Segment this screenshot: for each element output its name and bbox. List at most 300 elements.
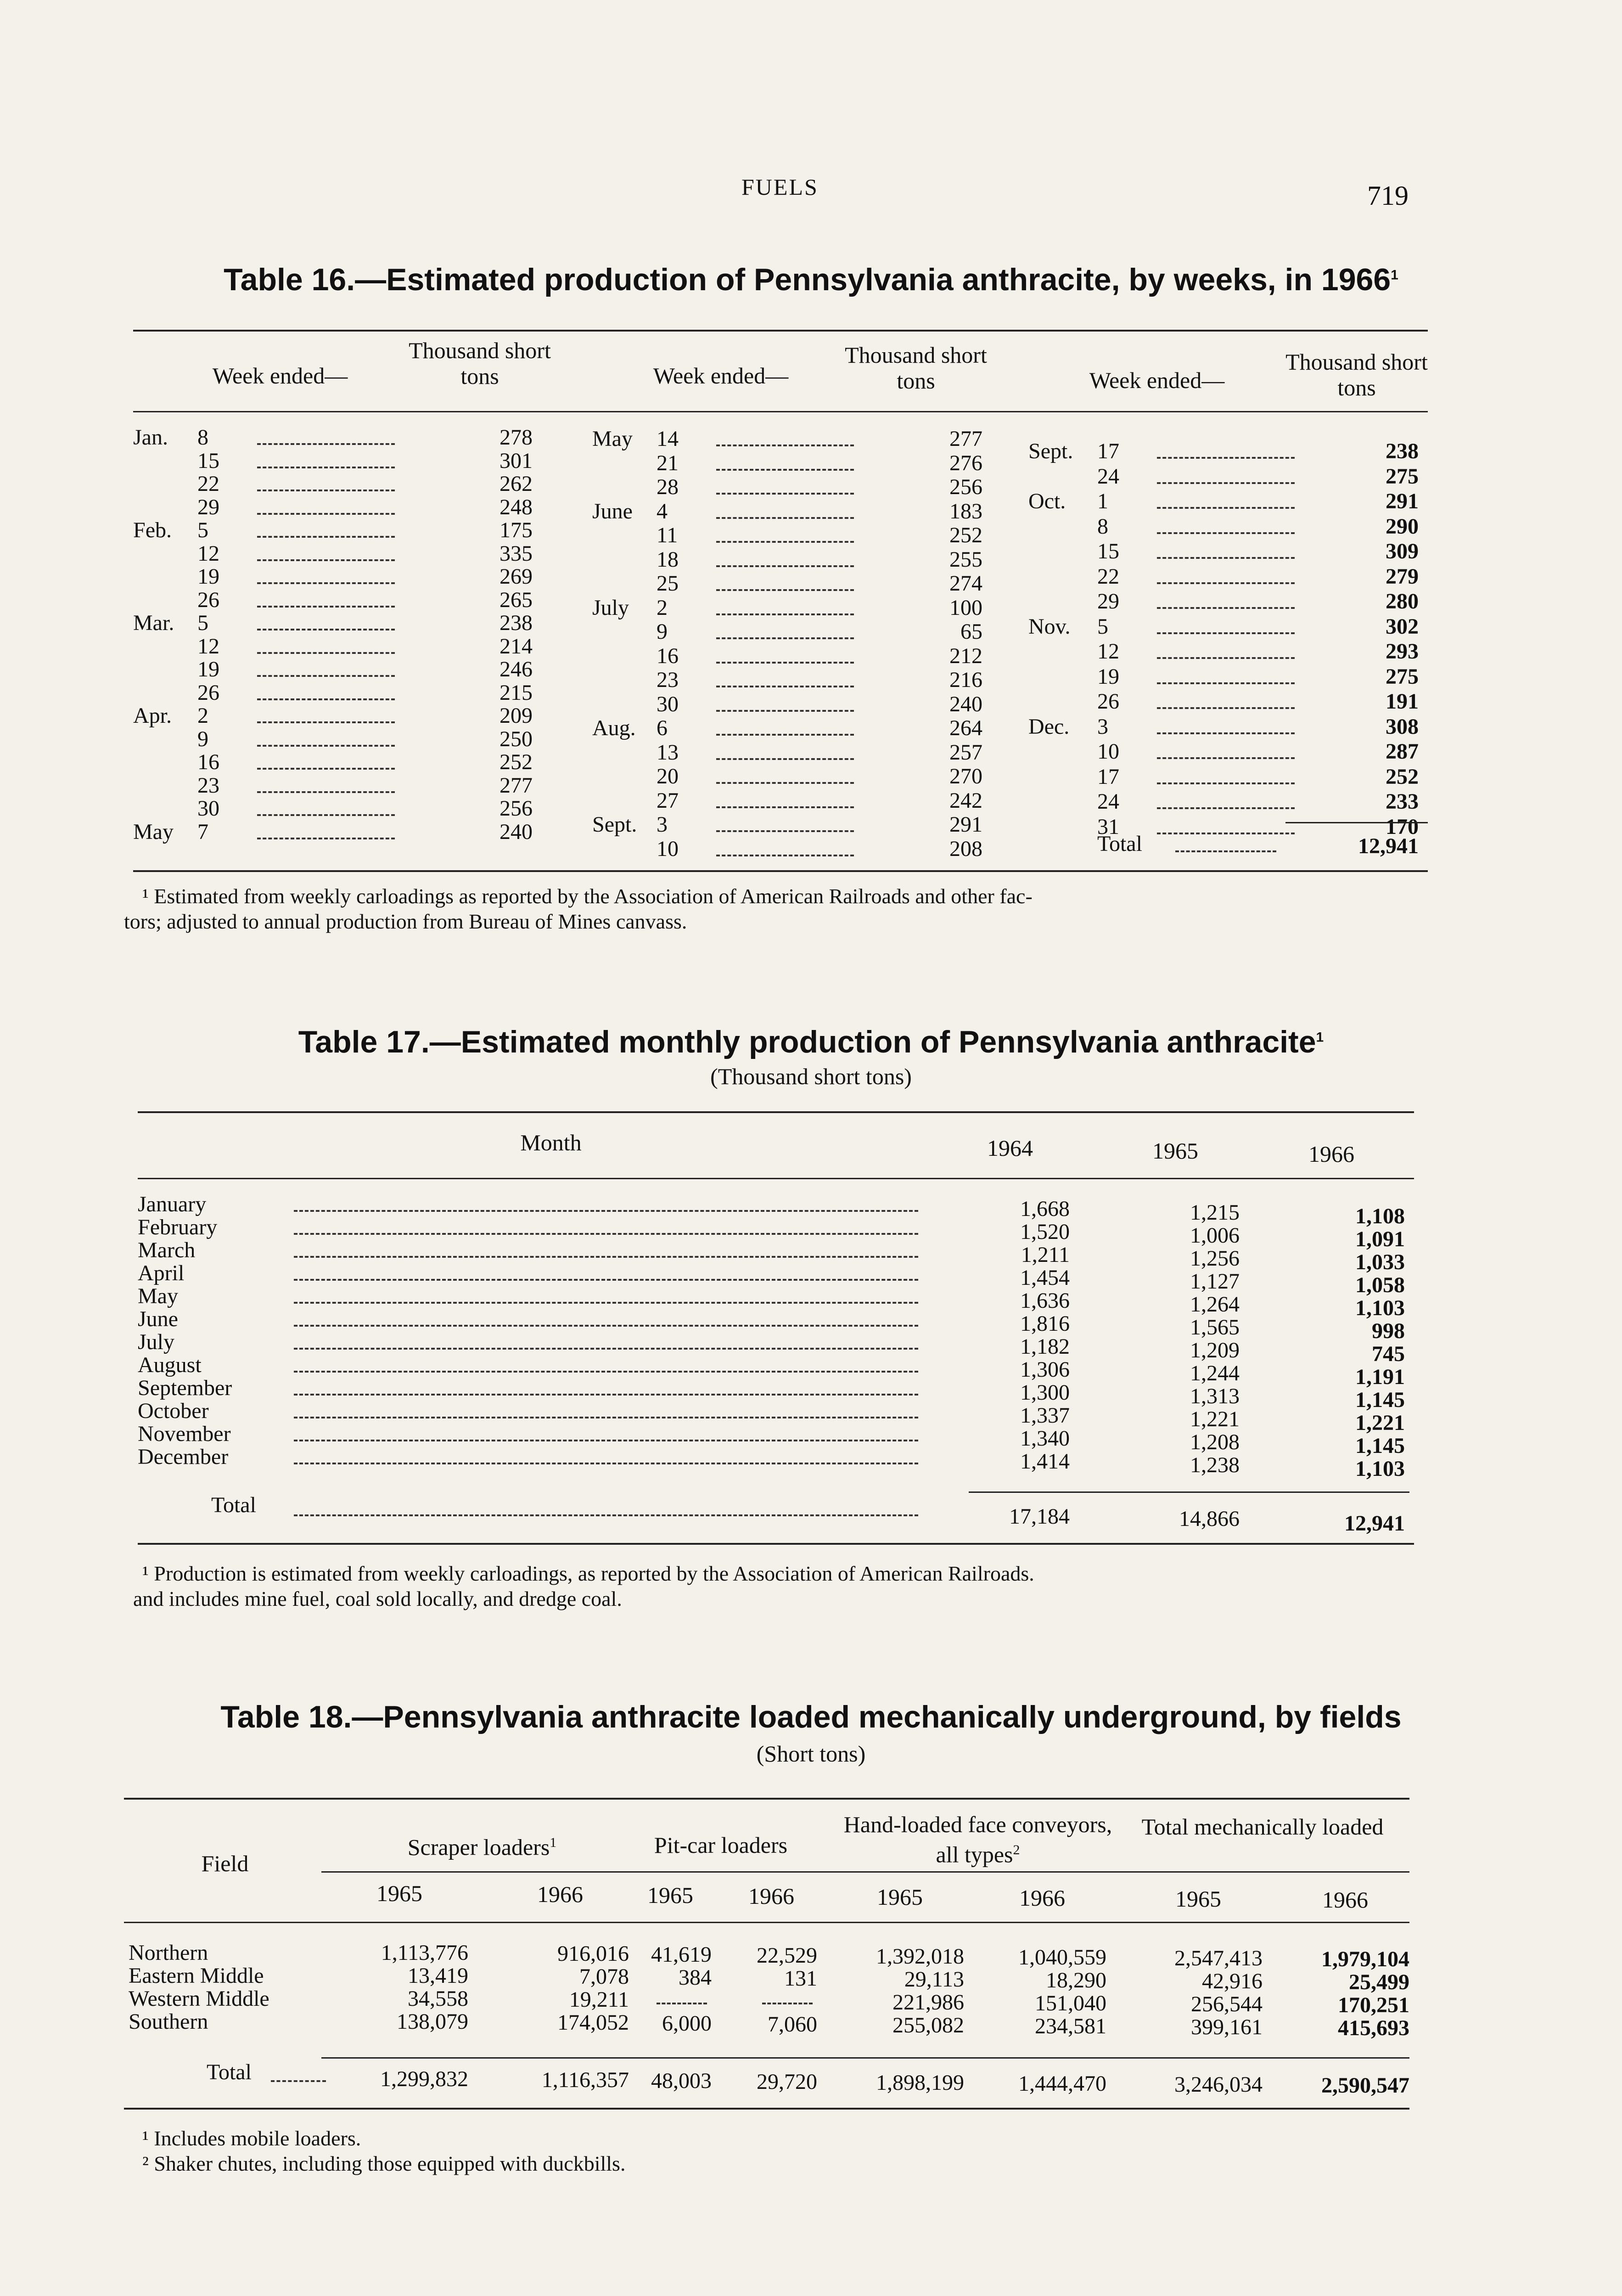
dot-leader — [257, 582, 395, 584]
week-day: 5 — [197, 611, 208, 635]
week-value: 276 — [949, 450, 982, 475]
field-value: 174,052 — [557, 2010, 629, 2035]
field-value: 221,986 — [892, 1990, 964, 2015]
week-day: 5 — [197, 518, 208, 542]
table17-footnote-1: ¹ Production is estimated from weekly carloadings, as reported by the Association of American Railroads. — [142, 1562, 1034, 1585]
field-value: 13,419 — [408, 1964, 468, 1988]
week-day: 14 — [657, 427, 679, 451]
field-label: Northern — [129, 1941, 208, 1965]
week-value: 287 — [1386, 739, 1419, 764]
week-value: 214 — [500, 634, 533, 658]
table17-total-rule — [969, 1491, 1409, 1493]
week-day: 26 — [197, 680, 219, 705]
dot-leader — [1157, 657, 1295, 659]
dot-leader — [1157, 807, 1295, 809]
week-day: 22 — [197, 472, 219, 496]
dot-leader — [294, 1325, 918, 1327]
week-day: 12 — [1097, 639, 1119, 664]
week-value: 208 — [949, 836, 982, 861]
week-month: May — [592, 427, 633, 451]
month-value-1965: 1,127 — [1190, 1269, 1240, 1294]
table16-col-week-3: Week ended— — [1089, 367, 1225, 393]
dot-leader — [257, 490, 395, 491]
week-day: 3 — [1097, 714, 1108, 739]
week-value: 238 — [1386, 439, 1419, 463]
week-day: 22 — [1097, 564, 1119, 589]
week-value: 215 — [500, 680, 533, 705]
month-value-1966: 1,145 — [1355, 1388, 1405, 1412]
dot-leader — [716, 445, 854, 446]
field-value: 29,113 — [904, 1967, 964, 1992]
dot-leader — [257, 838, 395, 839]
table17-subtitle: (Thousand short tons) — [710, 1064, 912, 1089]
week-day: 19 — [197, 564, 219, 589]
month-value-1964: 1,816 — [1020, 1311, 1070, 1336]
table18-top-rule — [124, 1798, 1409, 1800]
dot-leader — [716, 469, 854, 471]
dot-leader — [716, 855, 854, 856]
week-month: Nov. — [1028, 614, 1071, 639]
empty-cell-dash — [657, 2003, 707, 2004]
dot-leader — [716, 613, 854, 615]
week-value: 277 — [500, 773, 533, 798]
week-day: 18 — [657, 547, 679, 572]
month-label: April — [138, 1261, 185, 1285]
dot-leader — [257, 745, 395, 747]
week-value: 250 — [500, 726, 533, 751]
year-header: 1965 — [1175, 1886, 1221, 1912]
table17-total-1964: 17,184 — [1009, 1504, 1070, 1529]
table16-footnote-2: tors; adjusted to annual production from Bureau of Mines canvass. — [124, 910, 687, 933]
week-value: 291 — [949, 812, 982, 837]
field-value: 916,016 — [557, 1941, 629, 1966]
month-value-1964: 1,636 — [1020, 1289, 1070, 1313]
week-day: 8 — [197, 425, 208, 450]
dot-leader — [716, 565, 854, 567]
week-month: Dec. — [1028, 714, 1070, 739]
field-value: 384 — [679, 1965, 712, 1990]
dot-leader — [716, 517, 854, 519]
total-value: 1,299,832 — [380, 2067, 468, 2091]
week-value: 262 — [500, 472, 533, 496]
week-day: 7 — [197, 819, 208, 844]
month-value-1966: 745 — [1372, 1342, 1405, 1366]
week-day: 4 — [657, 499, 668, 523]
week-value: 290 — [1386, 514, 1419, 539]
week-value: 291 — [1386, 489, 1419, 513]
month-value-1965: 1,006 — [1190, 1223, 1240, 1248]
week-value: 270 — [949, 764, 982, 788]
month-label: October — [138, 1399, 209, 1423]
week-day: 5 — [1097, 614, 1108, 639]
table18-total-label: Total — [207, 2060, 252, 2084]
field-value: 2,547,413 — [1174, 1946, 1263, 1970]
month-value-1966: 1,191 — [1355, 1365, 1405, 1389]
table18-footnote-2: ² Shaker chutes, including those equipped with duckbills. — [142, 2152, 626, 2175]
week-value: 216 — [949, 668, 982, 692]
month-value-1964: 1,340 — [1020, 1426, 1070, 1451]
week-value: 257 — [949, 740, 982, 765]
field-value: 7,060 — [768, 2012, 817, 2037]
week-month: July — [592, 595, 629, 620]
week-value: 274 — [949, 571, 982, 596]
field-value: 399,161 — [1191, 2015, 1263, 2039]
dot-leader — [716, 686, 854, 687]
table18-total-leader — [271, 2080, 326, 2082]
table17-total-1965: 14,866 — [1179, 1507, 1240, 1531]
dot-leader — [1157, 757, 1295, 759]
week-value: 256 — [949, 475, 982, 499]
dot-leader — [257, 652, 395, 654]
week-day: 19 — [1097, 664, 1119, 689]
dot-leader — [716, 830, 854, 832]
field-value: 22,529 — [757, 1943, 817, 1968]
field-value: 151,040 — [1035, 1991, 1106, 2015]
total-value: 1,444,470 — [1018, 2071, 1106, 2096]
week-day: 27 — [657, 788, 679, 813]
field-value: 255,082 — [892, 2013, 964, 2037]
table16-total-leader — [1175, 850, 1276, 852]
dot-leader — [1157, 557, 1295, 559]
week-day: 23 — [657, 668, 679, 692]
table16-col-week-1: Week ended— — [212, 363, 348, 388]
week-day: 2 — [197, 703, 208, 728]
dot-leader — [294, 1256, 918, 1258]
week-day: 16 — [657, 643, 679, 668]
table16-bottom-rule — [133, 870, 1428, 872]
dot-leader — [716, 637, 854, 639]
field-label: Western Middle — [129, 1986, 269, 2011]
dot-leader — [1157, 782, 1295, 784]
week-day: 9 — [197, 726, 208, 751]
month-value-1964: 1,182 — [1020, 1334, 1070, 1359]
field-value: 19,211 — [569, 1987, 629, 2012]
dot-leader — [294, 1463, 918, 1464]
week-value: 275 — [1386, 664, 1419, 689]
dot-leader — [257, 814, 395, 816]
table17-footnote-2: and includes mine fuel, coal sold locally, and dredge coal. — [133, 1587, 622, 1610]
month-value-1965: 1,264 — [1190, 1292, 1240, 1317]
week-value: 238 — [500, 611, 533, 635]
year-header: 1966 — [537, 1881, 583, 1907]
dot-leader — [716, 782, 854, 784]
week-day: 30 — [197, 796, 219, 821]
field-value: 415,693 — [1338, 2016, 1409, 2040]
total-value: 3,246,034 — [1174, 2072, 1263, 2097]
month-value-1966: 1,103 — [1355, 1457, 1405, 1481]
month-value-1966: 1,091 — [1355, 1227, 1405, 1251]
dot-leader — [294, 1417, 918, 1418]
table16-col-value-1: Thousand short tons — [409, 338, 551, 389]
dot-leader — [257, 721, 395, 723]
week-day: 25 — [657, 571, 679, 596]
year-header: 1966 — [1019, 1885, 1065, 1911]
dot-leader — [1157, 507, 1295, 509]
table18-total-rule — [321, 2057, 1409, 2059]
month-value-1966: 1,058 — [1355, 1273, 1405, 1297]
month-label: March — [138, 1238, 196, 1262]
week-value: 256 — [500, 796, 533, 821]
week-day: 10 — [1097, 739, 1119, 764]
month-value-1964: 1,300 — [1020, 1380, 1070, 1405]
dot-leader — [1157, 707, 1295, 709]
month-label: July — [138, 1330, 175, 1354]
dot-leader — [716, 758, 854, 760]
week-day: 29 — [197, 495, 219, 519]
table18-group-rule — [321, 1871, 1409, 1873]
month-value-1964: 1,306 — [1020, 1357, 1070, 1382]
week-value: 248 — [500, 495, 533, 519]
week-month: Aug. — [592, 716, 636, 740]
table17-total-leader — [294, 1514, 918, 1516]
total-value: 29,720 — [757, 2070, 817, 2094]
week-day: 31 — [1097, 814, 1119, 839]
table16-col-value-2: Thousand short tons — [845, 342, 987, 394]
dot-leader — [1157, 833, 1295, 834]
month-value-1965: 1,221 — [1190, 1407, 1240, 1431]
week-value: 183 — [949, 499, 982, 523]
month-value-1965: 1,209 — [1190, 1338, 1240, 1362]
table17-col-1966: 1966 — [1308, 1141, 1354, 1167]
field-value: 1,979,104 — [1321, 1947, 1409, 1971]
field-value: 25,499 — [1349, 1970, 1409, 1994]
table16-total-rule — [1285, 822, 1428, 823]
week-value: 277 — [949, 427, 982, 451]
year-header: 1965 — [647, 1882, 693, 1908]
dot-leader — [294, 1233, 918, 1235]
dot-leader — [257, 675, 395, 677]
week-value: 170 — [1386, 814, 1419, 839]
week-month: Sept. — [592, 812, 637, 837]
week-value: 309 — [1386, 539, 1419, 563]
table17-col-1965: 1965 — [1152, 1138, 1198, 1164]
table16-total-label: Total — [1097, 832, 1142, 856]
week-day: 26 — [1097, 689, 1119, 714]
week-day: 8 — [1097, 514, 1108, 539]
field-value: 131 — [784, 1966, 817, 1991]
field-value: 7,078 — [579, 1964, 629, 1989]
week-day: 12 — [197, 634, 219, 658]
dot-leader — [294, 1371, 918, 1373]
dot-leader — [1157, 482, 1295, 484]
week-month: Mar. — [133, 611, 174, 635]
month-value-1966: 1,145 — [1355, 1434, 1405, 1458]
table17-header-rule — [138, 1178, 1414, 1179]
field-value: 6,000 — [662, 2011, 712, 2036]
dot-leader — [1157, 532, 1295, 534]
dot-leader — [716, 710, 854, 712]
week-day: 24 — [1097, 464, 1119, 489]
week-value: 265 — [500, 587, 533, 612]
week-value: 191 — [1386, 689, 1419, 714]
running-title: FUELS — [741, 174, 819, 200]
week-value: 279 — [1386, 564, 1419, 589]
year-header: 1966 — [1322, 1887, 1368, 1913]
dot-leader — [257, 513, 395, 515]
week-value: 175 — [500, 518, 533, 542]
dot-leader — [257, 791, 395, 793]
week-value: 209 — [500, 703, 533, 728]
week-day: 15 — [197, 448, 219, 473]
table18-col-field: Field — [201, 1851, 249, 1876]
week-day: 9 — [657, 619, 668, 644]
month-label: January — [138, 1192, 207, 1216]
month-label: December — [138, 1445, 229, 1469]
dot-leader — [257, 559, 395, 561]
field-value: 1,040,559 — [1018, 1945, 1106, 1970]
week-day: 17 — [1097, 764, 1119, 789]
week-day: 23 — [197, 773, 219, 798]
dot-leader — [716, 662, 854, 664]
month-label: June — [138, 1307, 178, 1331]
week-value: 264 — [949, 716, 982, 740]
year-header: 1965 — [376, 1880, 422, 1906]
dot-leader — [716, 589, 854, 591]
week-value: 240 — [949, 692, 982, 716]
table16-col-week-2: Week ended— — [653, 363, 789, 388]
table17-total-1966: 12,941 — [1344, 1511, 1405, 1536]
dot-leader — [257, 768, 395, 770]
table18-group-conveyors: Hand-loaded face conveyors, all types$^2$ — [843, 1812, 1112, 1868]
table17-title: Table 17.—Estimated monthly production of Pennsylvania anthracite$^1$ — [298, 1024, 1324, 1059]
month-value-1966: 1,033 — [1355, 1250, 1405, 1274]
week-value: 252 — [500, 750, 533, 774]
table16-total-value: 12,941 — [1358, 834, 1419, 858]
field-value: 18,290 — [1046, 1968, 1106, 1992]
week-day: 26 — [197, 587, 219, 612]
dot-leader — [294, 1348, 918, 1350]
dot-leader — [716, 734, 854, 736]
month-value-1965: 1,244 — [1190, 1361, 1240, 1385]
dot-leader — [257, 629, 395, 630]
month-value-1964: 1,414 — [1020, 1449, 1070, 1474]
week-day: 6 — [657, 716, 668, 740]
month-label: May — [138, 1284, 178, 1308]
table16-title: Table 16.—Estimated production of Pennsylvania anthracite, by weeks, in 1966$^1$ — [224, 262, 1398, 297]
dot-leader — [294, 1394, 918, 1396]
table18-title: Table 18.—Pennsylvania anthracite loaded mechanically underground, by fields — [220, 1699, 1402, 1734]
month-value-1964: 1,454 — [1020, 1266, 1070, 1290]
month-value-1964: 1,211 — [1021, 1243, 1070, 1267]
table17-total-label: Total — [211, 1493, 256, 1517]
field-value: 234,581 — [1035, 2014, 1106, 2038]
week-day: 1 — [1097, 489, 1108, 513]
week-day: 16 — [197, 750, 219, 774]
week-value: 275 — [1386, 464, 1419, 489]
week-value: 302 — [1386, 614, 1419, 639]
field-value: 138,079 — [397, 2009, 468, 2034]
month-value-1966: 1,221 — [1355, 1411, 1405, 1435]
week-value: 246 — [500, 657, 533, 681]
week-month: Sept. — [1028, 439, 1073, 463]
week-day: 20 — [657, 764, 679, 788]
dot-leader — [294, 1210, 918, 1212]
week-value: 293 — [1386, 639, 1419, 664]
dot-leader — [257, 698, 395, 700]
total-value: 1,898,199 — [876, 2071, 964, 2095]
month-value-1965: 1,215 — [1190, 1200, 1240, 1225]
table18-group-scraper: Scraper loaders$^1$ — [407, 1834, 557, 1860]
month-value-1964: 1,337 — [1020, 1403, 1070, 1428]
week-value: 269 — [500, 564, 533, 589]
week-value: 278 — [500, 425, 533, 450]
week-day: 19 — [197, 657, 219, 681]
month-value-1964: 1,520 — [1020, 1220, 1070, 1244]
table18-subtitle: (Short tons) — [756, 1741, 866, 1767]
week-value: 212 — [949, 643, 982, 668]
page-number: 719 — [1367, 180, 1409, 211]
empty-cell-dash — [762, 2003, 813, 2004]
table16-header-rule — [133, 411, 1428, 412]
table17-col-1964: 1964 — [987, 1135, 1033, 1161]
month-label: February — [138, 1215, 218, 1239]
total-value: 1,116,357 — [541, 2068, 629, 2092]
dot-leader — [257, 467, 395, 468]
week-day: 11 — [657, 523, 678, 547]
table16-top-rule — [133, 330, 1428, 332]
field-value: 42,916 — [1202, 1969, 1263, 1993]
table16-footnote-1: ¹ Estimated from weekly carloadings as reported by the Association of American Railroads and other fac- — [142, 884, 1033, 908]
week-day: 10 — [657, 836, 679, 861]
week-day: 15 — [1097, 539, 1119, 563]
table18-header-rule — [124, 1922, 1409, 1923]
table18-group-pitcar: Pit-car loaders — [654, 1832, 788, 1858]
month-value-1966: 1,103 — [1355, 1296, 1405, 1320]
week-value: 240 — [500, 819, 533, 844]
week-day: 28 — [657, 475, 679, 499]
field-value: 170,251 — [1338, 1993, 1409, 2017]
month-value-1965: 1,313 — [1190, 1384, 1240, 1408]
week-day: 17 — [1097, 439, 1119, 463]
year-header: 1965 — [877, 1884, 923, 1910]
month-value-1965: 1,256 — [1190, 1246, 1240, 1271]
table18-bottom-rule — [124, 2108, 1409, 2110]
total-value: 2,590,547 — [1321, 2073, 1409, 2098]
week-month: Oct. — [1028, 489, 1066, 513]
week-month: May — [133, 819, 174, 844]
field-value: 41,619 — [651, 1942, 712, 1967]
dot-leader — [294, 1279, 918, 1281]
table17-col-month: Month — [520, 1130, 582, 1155]
week-day: 13 — [657, 740, 679, 765]
dot-leader — [1157, 632, 1295, 634]
total-value: 48,003 — [651, 2069, 712, 2093]
week-month: Jan. — [133, 425, 168, 450]
week-day: 2 — [657, 595, 668, 620]
week-value: 233 — [1386, 789, 1419, 814]
dot-leader — [1157, 682, 1295, 684]
week-month: Feb. — [133, 518, 172, 542]
dot-leader — [1157, 607, 1295, 609]
dot-leader — [257, 536, 395, 538]
dot-leader — [716, 493, 854, 495]
dot-leader — [257, 443, 395, 445]
dot-leader — [294, 1302, 918, 1304]
dot-leader — [716, 806, 854, 808]
week-value: 255 — [949, 547, 982, 572]
week-value: 252 — [1386, 764, 1419, 789]
dot-leader — [1157, 732, 1295, 734]
dot-leader — [1157, 582, 1295, 584]
week-day: 29 — [1097, 589, 1119, 613]
month-label: September — [138, 1376, 232, 1400]
week-day: 3 — [657, 812, 668, 837]
field-value: 1,113,776 — [381, 1941, 468, 1965]
week-value: 308 — [1386, 714, 1419, 739]
dot-leader — [294, 1440, 918, 1441]
week-value: 280 — [1386, 589, 1419, 613]
table18-group-total: Total mechanically loaded — [1141, 1814, 1384, 1840]
